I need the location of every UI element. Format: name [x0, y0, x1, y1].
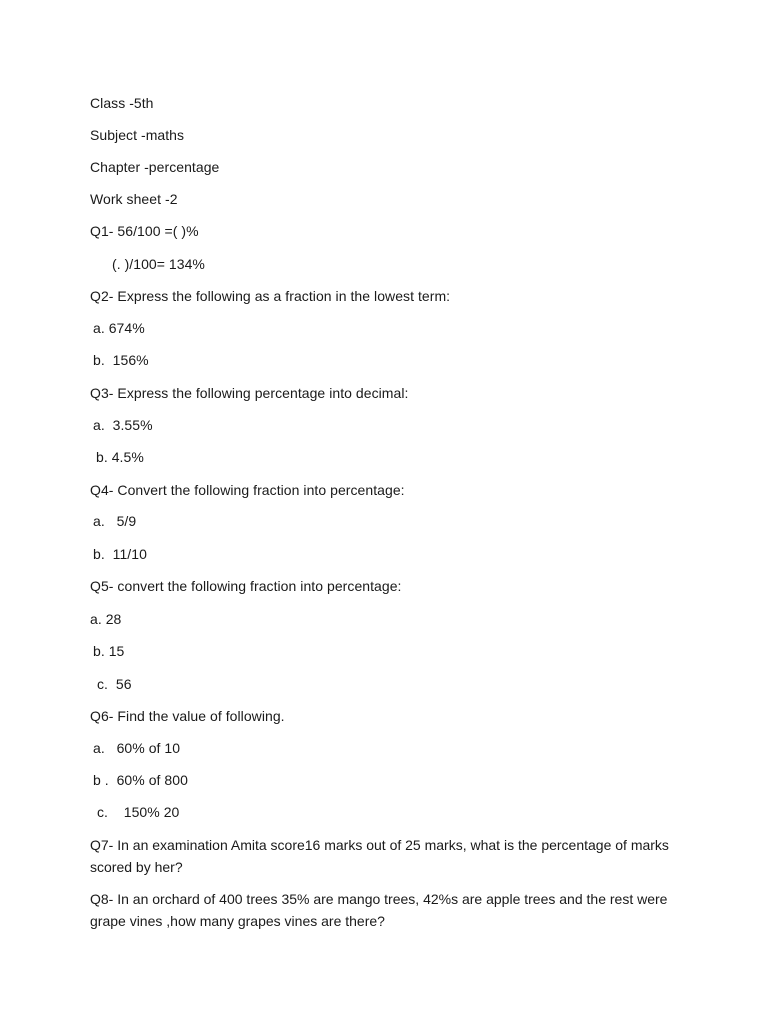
q6-option-c: c. 150% 20: [97, 804, 180, 820]
q7-question: Q7- In an examination Amita score16 marks out of 25 marks, what is the percentage of marks scored by her?: [90, 837, 669, 875]
q3-option-b: b. 4.5%: [96, 449, 144, 465]
q5-option-a: a. 28: [90, 611, 122, 627]
q4-question: Q4- Convert the following fraction into percentage:: [90, 482, 405, 498]
q5-option-c: c. 56: [97, 676, 132, 692]
q6-option-a: a. 60% of 10: [93, 740, 181, 756]
q8-question: Q8- In an orchard of 400 trees 35% are mango trees, 42%s are apple trees and the rest were grape vines ,how many grapes vines are there?: [90, 891, 668, 929]
q6-option-b: b . 60% of 800: [93, 772, 188, 788]
subject-line: Subject -maths: [90, 127, 185, 143]
q5-question: Q5- convert the following fraction into percentage:: [90, 578, 402, 594]
class-line: Class -5th: [90, 95, 154, 111]
q2-option-b: b. 156%: [93, 352, 149, 368]
worksheet-line: Work sheet -2: [90, 191, 178, 207]
q2-option-a: a. 674%: [93, 320, 145, 336]
q4-option-a: a. 5/9: [93, 513, 137, 529]
chapter-line: Chapter -percentage: [90, 159, 220, 175]
q5-option-b: b. 15: [93, 643, 125, 659]
q4-option-b: b. 11/10: [93, 546, 147, 562]
q3-option-a: a. 3.55%: [93, 417, 153, 433]
q1-question: Q1- 56/100 =( )%: [90, 223, 199, 239]
q1-part2: (. )/100= 134%: [112, 256, 205, 272]
q6-question: Q6- Find the value of following.: [90, 708, 285, 724]
q3-question: Q3- Express the following percentage into decimal:: [90, 385, 409, 401]
q2-question: Q2- Express the following as a fraction in the lowest term:: [90, 288, 451, 304]
